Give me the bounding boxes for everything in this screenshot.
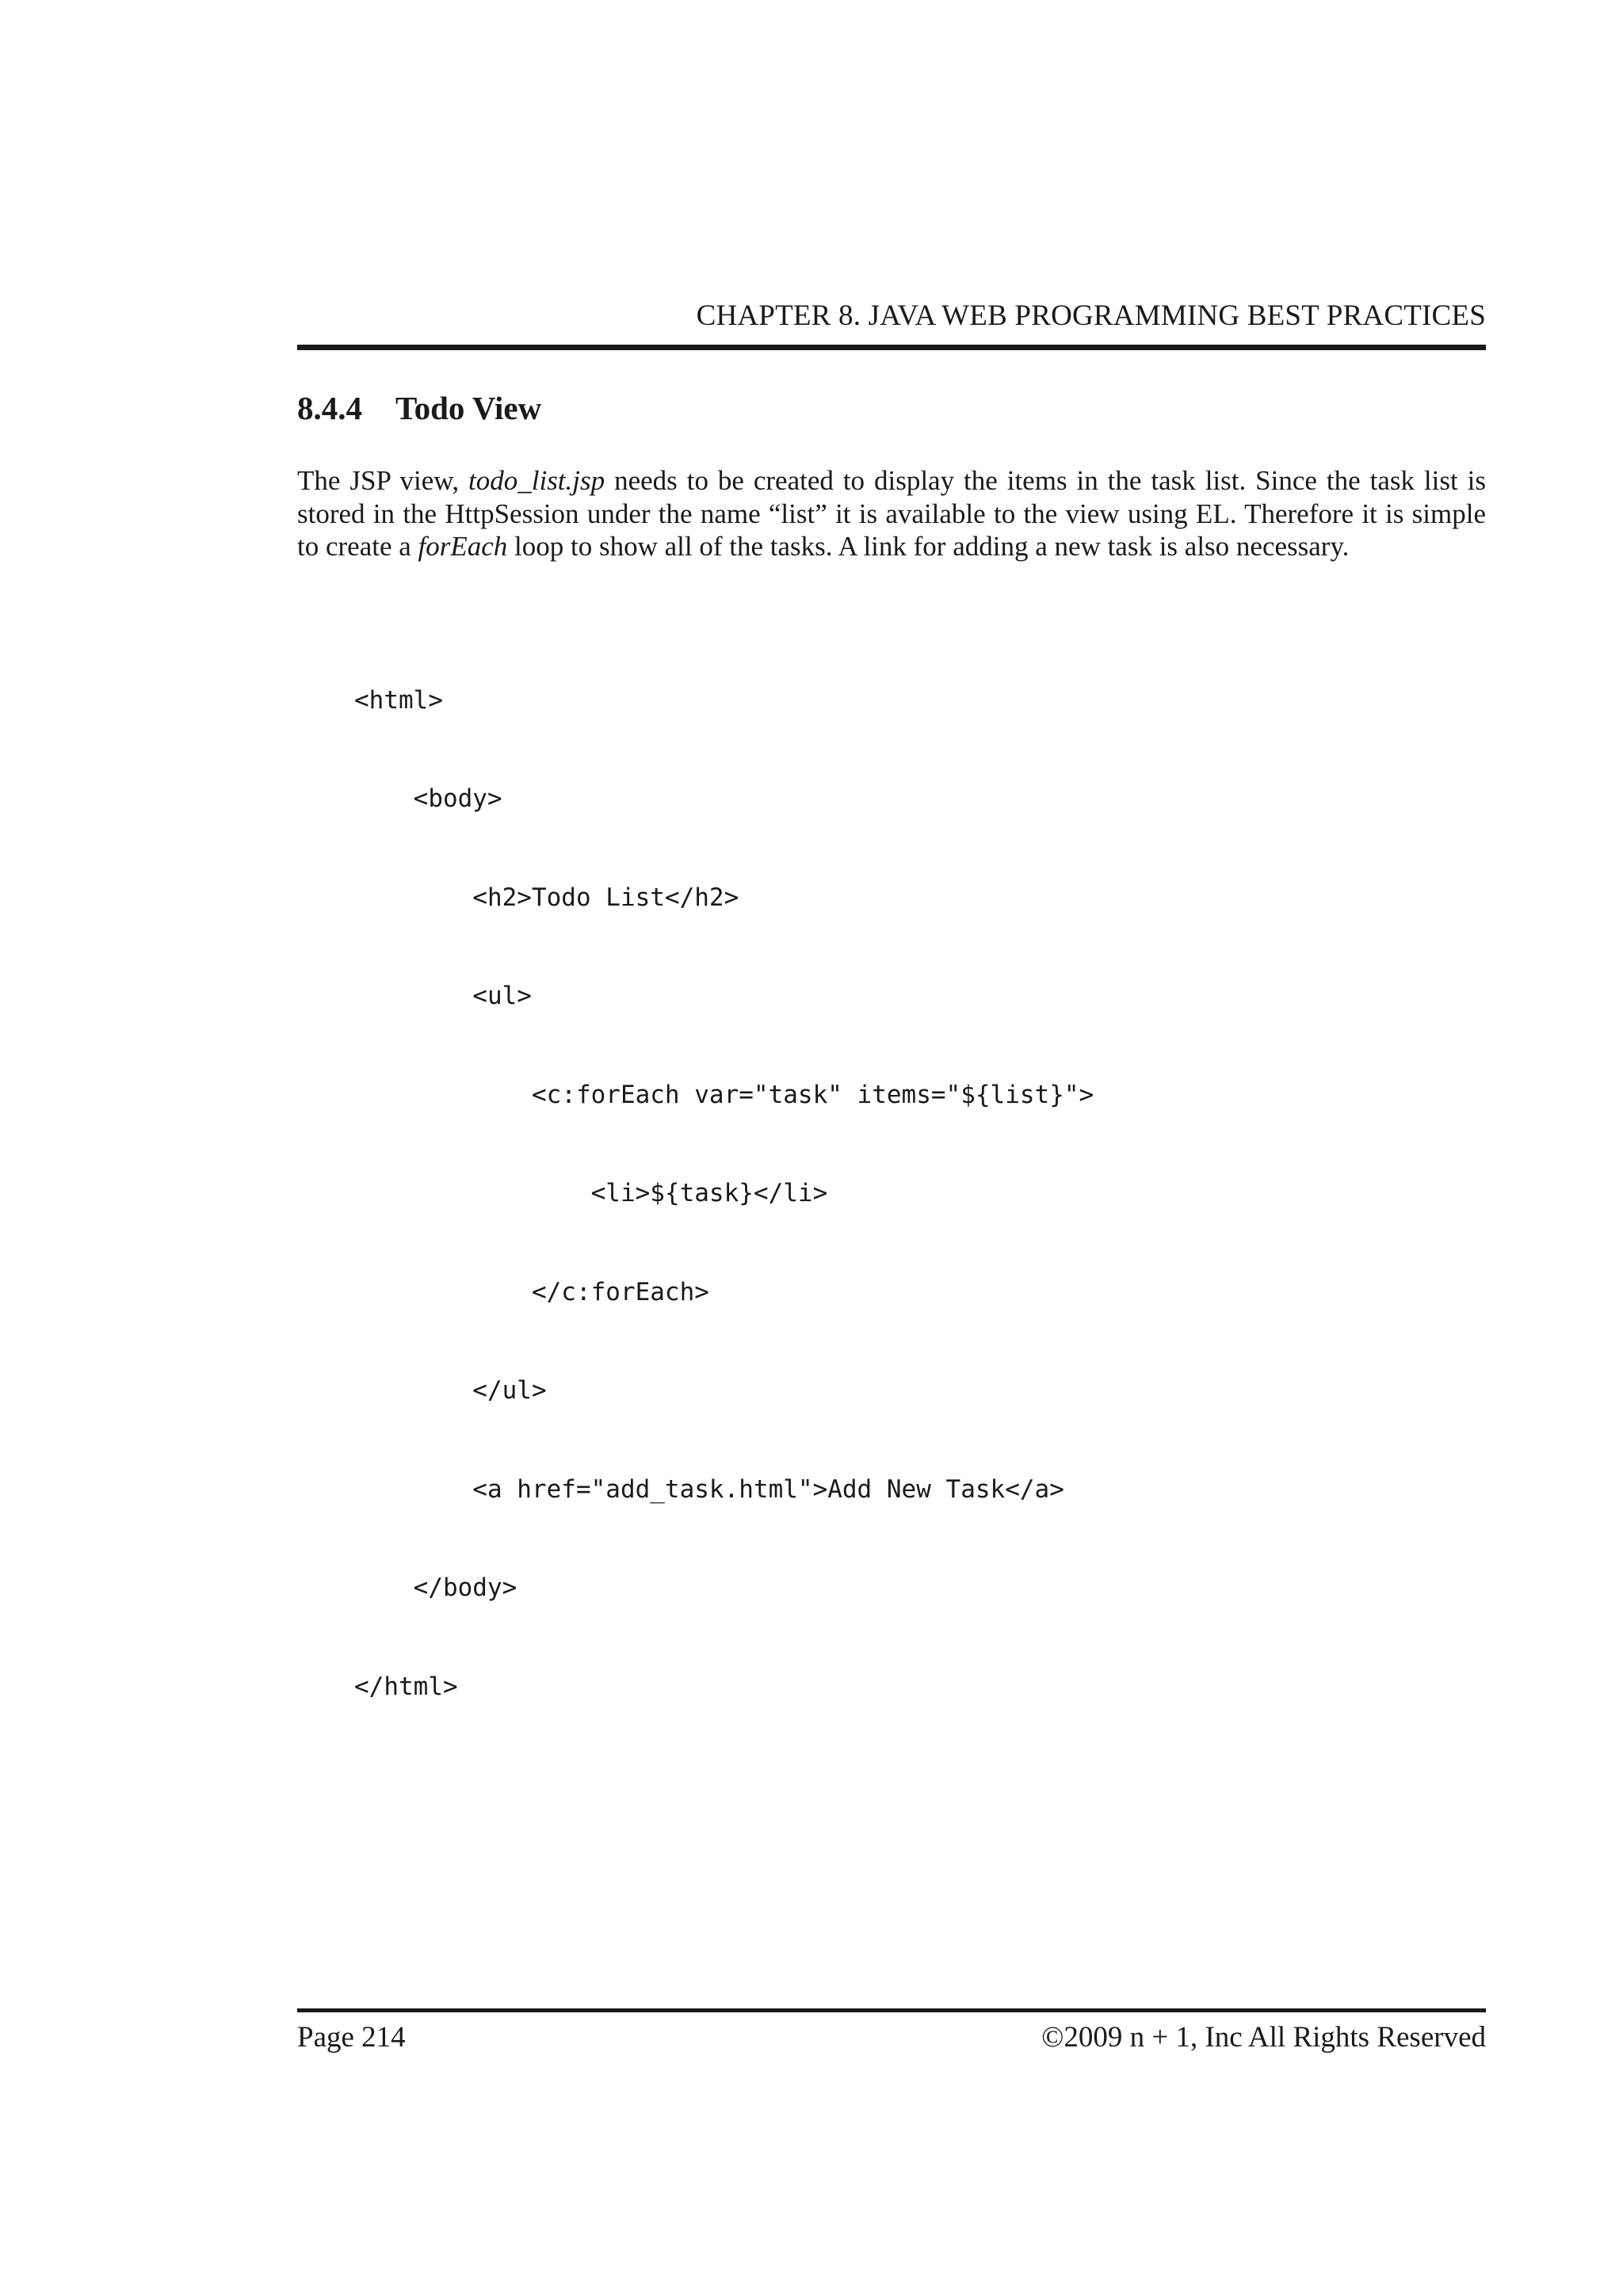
- code-line: <li>${task}</li>: [354, 1179, 828, 1207]
- copyright-notice: ©2009 n + 1, Inc All Rights Reserved: [1041, 2021, 1486, 2054]
- section-title-text: Todo View: [395, 390, 542, 426]
- code-line: <html>: [354, 685, 443, 715]
- section-number: 8.4.4: [297, 390, 362, 426]
- code-line: <c:forEach var="task" items="${list}">: [354, 1080, 1094, 1109]
- file-name: todo_list.jsp: [468, 465, 605, 496]
- code-listing: [354, 619, 1486, 1770]
- code-line: <body>: [354, 784, 502, 813]
- paragraph-text-2: needs to be created to display the items in the task list. Since the task list is stored in the HttpSession under the name “list” it is available to the view using EL. Therefore it is simple to create a: [297, 465, 1486, 562]
- page-footer: [297, 2008, 1486, 2054]
- running-head: CHAPTER 8. JAVA WEB PROGRAMMING BEST PRACTICES: [297, 301, 1486, 350]
- section-heading: [297, 392, 1486, 425]
- paragraph-text-1: The JSP view,: [297, 465, 469, 496]
- body-paragraph: [297, 464, 1486, 563]
- code-line: </html>: [354, 1672, 458, 1701]
- code-line: <ul>: [354, 982, 532, 1010]
- code-line: <h2>Todo List</h2>: [354, 883, 739, 912]
- loop-name: forEach: [418, 531, 508, 562]
- paragraph-text-3: loop to show all of the tasks. A link for adding a new task is also necessary.: [507, 531, 1350, 562]
- code-line: </body>: [354, 1573, 517, 1602]
- document-page: [297, 301, 1486, 1769]
- code-line: <a href="add_task.html">Add New Task</a>: [354, 1474, 1064, 1504]
- code-line: </c:forEach>: [354, 1277, 709, 1306]
- page-number: Page 214: [297, 2021, 406, 2054]
- code-line: </ul>: [354, 1376, 547, 1405]
